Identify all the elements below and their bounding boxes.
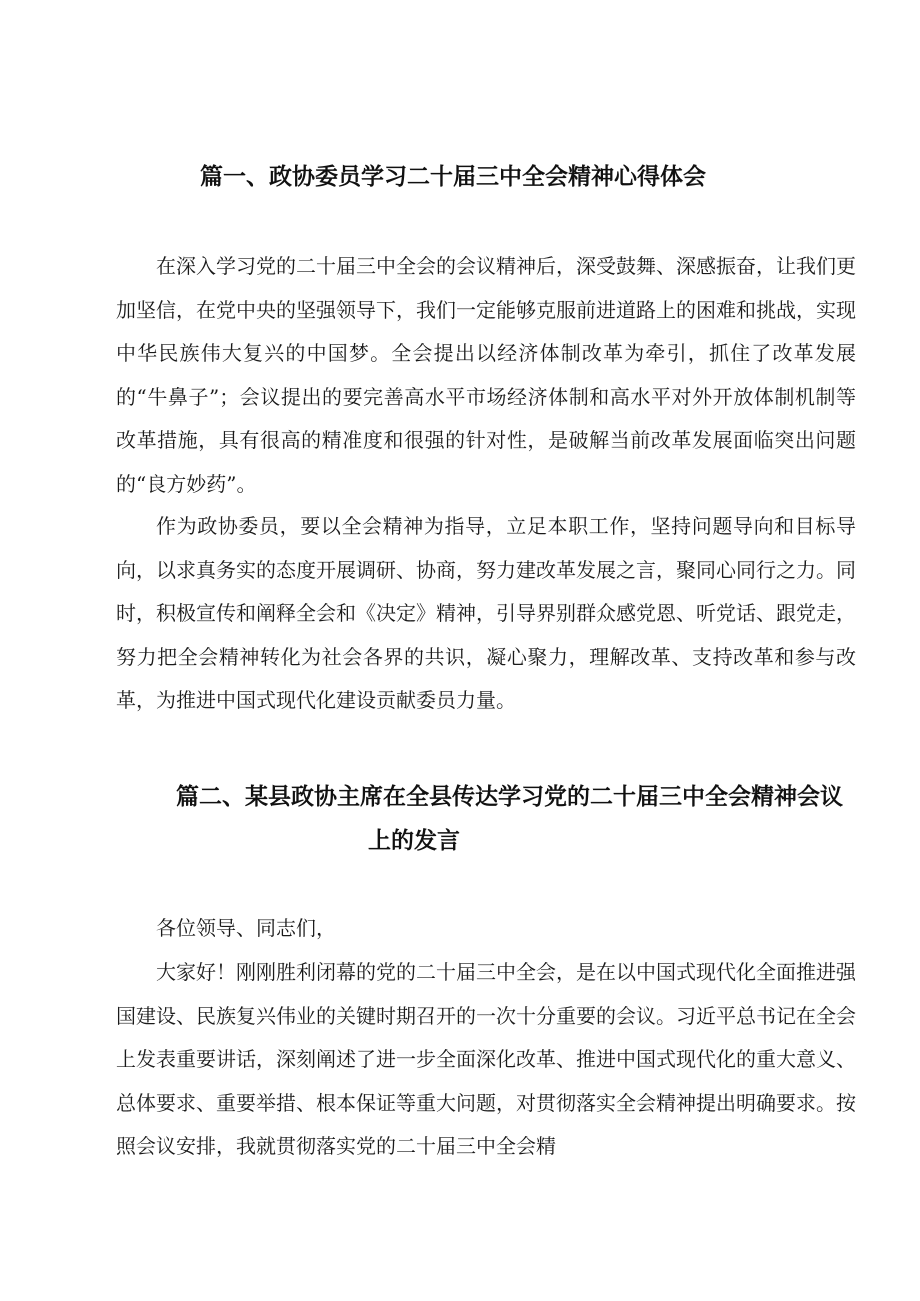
section1-paragraph-1: 在深入学习党的二十届三中全会的会议精神后，深受鼓舞、深感振奋，让我们更加坚信，在党中央的坚强领导下，我们一定能够克服前进道路上的困难和挑战，实现中华民族伟大复兴的中国梦。全会提出以经济体制改革为牵引，抓住了改革发展的“牛鼻子”；会议提出的要完善高水平市场经济体制和高水平对外开放体制机制等改革措施，具有很高的精准度和很强的针对性，是破解当前改革发展面临突出问题的“良方妙药”。: [116, 254, 856, 496]
section2-title-line1: 篇二、某县政协主席在全县传达学习党的二十届三中全会精神会议: [176, 784, 843, 810]
section2-title-line2: 上的发言: [368, 828, 460, 854]
section1-paragraph-2: 作为政协委员，要以全会精神为指导，立足本职工作，坚持问题导向和目标导向，以求真务实的态度开展调研、协商，努力建改革发展之言，聚同心同行之力。同时，积极宣传和阐释全会和《决定》精神，引导界别群众感党恩、听党话、跟党走，努力把全会精神转化为社会各界的共识，凝心聚力，理解改革、支持改革和参与改革，为推进中国式现代化建设贡献委员力量。: [116, 514, 856, 713]
section1-title: 篇一、政协委员学习二十届三中全会精神心得体会: [200, 164, 706, 190]
section2-salutation: 各位领导、同志们，: [156, 916, 336, 940]
section2-paragraph-1: 大家好！刚刚胜利闭幕的党的二十届三中全会，是在以中国式现代化全面推进强国建设、民族复兴伟业的关键时期召开的一次十分重要的会议。习近平总书记在全会上发表重要讲话，深刻阐述了进一步全面深化改革、推进中国式现代化的重大意义、总体要求、重要举措、根本保证等重大问题，对贯彻落实全会精神提出明确要求。按照会议安排，我就贯彻落实党的二十届三中全会精: [116, 960, 856, 1159]
